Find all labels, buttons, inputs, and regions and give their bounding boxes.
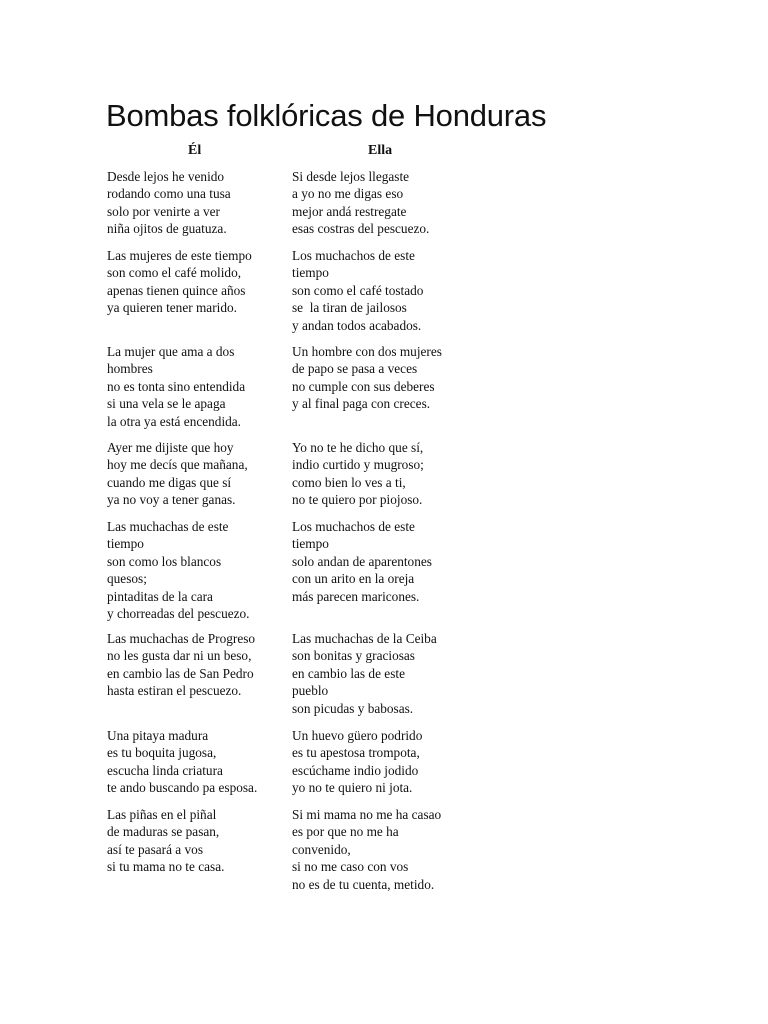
stanza-el-4: Ayer me dijiste que hoy hoy me decís que mañana, cuando me digas que sí ya no voy a tener ganas. bbox=[107, 440, 248, 508]
stanza-el-5: Las muchachas de este tiempo son como los blancos quesos; pintaditas de la cara y chorreadas del pescuezo. bbox=[107, 519, 250, 622]
stanza-ella-5: Los muchachos de este tiempo solo andan de aparentones con un arito en la oreja más parecen maricones. bbox=[292, 519, 432, 604]
stanza-el-1: Desde lejos he venido rodando como una tusa solo por venirte a ver niña ojitos de guatuza. bbox=[107, 169, 231, 237]
stanza-ella-3: Un hombre con dos mujeres de papo se pasa a veces no cumple con sus deberes y al final paga con creces. bbox=[292, 344, 442, 412]
stanza-el-3: La mujer que ama a dos hombres no es tonta sino entendida si una vela se le apaga la otra ya está encendida. bbox=[107, 344, 246, 429]
stanza-el-7: Una pitaya madura es tu boquita jugosa, escucha linda criatura te ando buscando pa esposa. bbox=[107, 728, 258, 796]
stanza-ella-1: Si desde lejos llegaste a yo no me digas eso mejor andá restregate esas costras del pescuezo. bbox=[292, 169, 430, 237]
column-header-el: Él bbox=[188, 143, 202, 158]
stanza-ella-4: Yo no te he dicho que sí, indio curtido y mugroso; como bien lo ves a ti, no te quiero por piojoso. bbox=[292, 440, 424, 508]
page-title: Bombas folklóricas de Honduras bbox=[106, 98, 547, 133]
column-header-ella: Ella bbox=[368, 143, 393, 158]
stanza-ella-2: Los muchachos de este tiempo son como el café tostado se la tiran de jailosos y andan todos acabados. bbox=[292, 248, 424, 333]
stanza-ella-7: Un huevo güero podrido es tu apestosa trompota, escúchame indio jodido yo no te quiero ni jota. bbox=[292, 728, 423, 796]
stanza-ella-6: Las muchachas de la Ceiba son bonitas y graciosas en cambio las de este pueblo son picudas y babosas. bbox=[292, 631, 437, 716]
stanza-el-2: Las mujeres de este tiempo son como el café molido, apenas tienen quince años ya quieren tener marido. bbox=[107, 248, 252, 316]
stanza-el-8: Las piñas en el piñal de maduras se pasan, así te pasará a vos si tu mama no te casa. bbox=[107, 807, 225, 875]
stanza-el-6: Las muchachas de Progreso no les gusta dar ni un beso, en cambio las de San Pedro hasta estiran el pescuezo. bbox=[107, 631, 256, 699]
stanza-ella-8: Si mi mama no me ha casao es por que no me ha convenido, si no me caso con vos no es de tu cuenta, metido. bbox=[292, 807, 442, 892]
